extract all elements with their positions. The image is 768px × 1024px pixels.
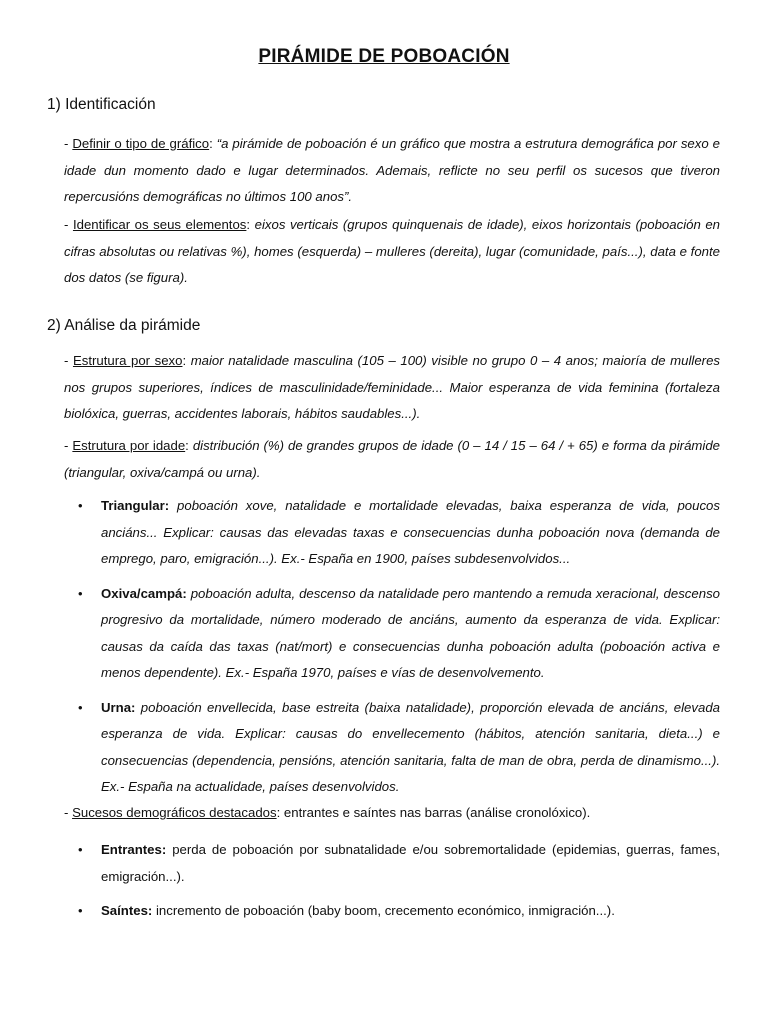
item-text: poboación xove, natalidade e mortalidade elevadas, baixa esperanza de vida, poucos anciáns... Explicar: causas das elevadas taxas e consecuencias dunha poboación nova (demanda de emprego, paro, emigración...). Ex.- España en 1900, países subdesenvolvidos... xyxy=(101,498,720,566)
paragraph-structure-age: - Estrutura por idade: distribución (%) de grandes grupos de idade (0 – 14 / 15 – 64 / + 65) e forma da pirámide (triangular, oxiva/campá ou urna). xyxy=(64,438,720,480)
text-structure-sex: maior natalidade masculina (105 – 100) visible no grupo 0 – 4 anos; maioría de mulleres nos grupos superiores, índices de masculinidade/feminidade... Maior esperanza de vida feminina (fortaleza biolóxica, guerras, accidentes laborais, hábitos saudables...). xyxy=(64,353,721,421)
list-item-urna xyxy=(64,695,720,801)
item-label: Saíntes: xyxy=(101,903,153,918)
text-chart-type: “a pirámide de poboación é un gráfico que mostra a estrutura demográfica por sexo e idade dun momento dado e lugar determinados. Ademais, reflicte no seu perfil os sucesos que tiveron repercusións demográficas no últimos 100 anos”. xyxy=(64,136,720,204)
events-list xyxy=(64,837,720,925)
list-item-entrantes xyxy=(64,837,720,890)
list-item-saintes xyxy=(64,898,720,925)
label-elements: Identificar os seus elementos xyxy=(72,217,247,232)
paragraph-elements: - Identificar os seus elementos: eixos verticais (grupos quinquenais de idade), eixos horizontais (poboación en cifras absolutas ou relativas %), homes (esquerda) – mulleres (dereita), lugar (comunidade, país...), data e fonte dos datos (se figura). xyxy=(64,217,721,285)
text-elements: eixos verticais (grupos quinquenais de idade), eixos horizontais (poboación en cifras absolutas ou relativas %), homes (esquerda) – mulleres (dereita), lugar (comunidade, país...), data e fonte dos datos (se figura). xyxy=(64,217,721,285)
pyramid-shapes-list xyxy=(64,493,720,801)
paragraph-demographic-events: - Sucesos demográficos destacados: entrantes e saíntes nas barras (análise cronolóxico). xyxy=(64,805,591,820)
item-label: Urna: xyxy=(101,699,136,715)
item-text: perda de poboación por subnatalidade e/ou sobremortalidade (epidemias, guerras, fames, emigración...). xyxy=(101,842,720,884)
text-structure-age: distribución (%) de grandes grupos de idade (0 – 14 / 15 – 64 / + 65) e forma da pirámide (triangular, oxiva/campá ou urna). xyxy=(64,438,720,480)
item-text: poboación adulta, descenso da natalidade pero mantendo a remuda xeracional, descenso progresivo da mortalidade, número moderado de anciáns, aumento da esperanza de vida. Explicar: causas da caída das taxas (nat/mort) e consecuencias dunha poboación adulta (poboación activa e menos dependente). Ex.- España 1970, países e vías de desenvolvemento. xyxy=(101,585,720,680)
item-label: Oxiva/campá: xyxy=(101,585,187,601)
paragraph-chart-type: - Definir o tipo de gráfico: “a pirámide de poboación é un gráfico que mostra a estrutura demográfica por sexo e idade dun momento dado e lugar determinados. Ademais, reflicte no seu perfil os sucesos que tiveron repercusións demográficas no últimos 100 anos”. xyxy=(64,136,720,204)
label-chart-type: Definir o tipo de gráfico xyxy=(72,136,210,151)
paragraph-structure-sex: - Estrutura por sexo: maior natalidade masculina (105 – 100) visible no grupo 0 – 4 anos; maioría de mulleres nos grupos superiores, índices de masculinidade/feminidade... Maior esperanza de vida feminina (fortaleza biolóxica, guerras, accidentes laborais, hábitos saudables...). xyxy=(64,353,721,421)
label-structure-age: Estrutura por idade xyxy=(72,438,186,453)
item-text: poboación envellecida, base estreita (baixa natalidade), proporción elevada de anciáns, elevada esperanza de vida. Explicar: causas do envellecemento (hábitos, atención sanitaria, dieta...) e consecuencias (dependencia, pensións, atención sanitaria, falta de man de obra, perda de dinamismo...). Ex.- España na actualidade, países desenvolvidos. xyxy=(101,699,720,794)
text-demographic-events: entrantes e saíntes nas barras (análise cronolóxico). xyxy=(283,805,591,820)
bullet-icon: • xyxy=(78,903,83,918)
list-item-oxiva xyxy=(64,581,720,687)
label-demographic-events: Sucesos demográficos destacados xyxy=(72,805,277,820)
label-structure-sex: Estrutura por sexo xyxy=(72,353,183,368)
bullet-icon: • xyxy=(78,498,83,513)
item-label: Entrantes: xyxy=(101,842,167,857)
section-heading-analysis: 2) Análise da pirámide xyxy=(47,317,201,334)
list-item-triangular xyxy=(64,493,720,573)
section-heading-identification: 1) Identificación xyxy=(47,96,156,113)
bullet-icon: • xyxy=(78,842,83,857)
item-label: Triangular: xyxy=(101,498,170,513)
bullet-icon: • xyxy=(78,699,83,715)
page-title: PIRÁMIDE DE POBOACIÓN xyxy=(258,46,510,67)
bullet-icon: • xyxy=(78,585,83,601)
item-text: incremento de poboación (baby boom, crecemento económico, inmigración...). xyxy=(155,903,615,918)
